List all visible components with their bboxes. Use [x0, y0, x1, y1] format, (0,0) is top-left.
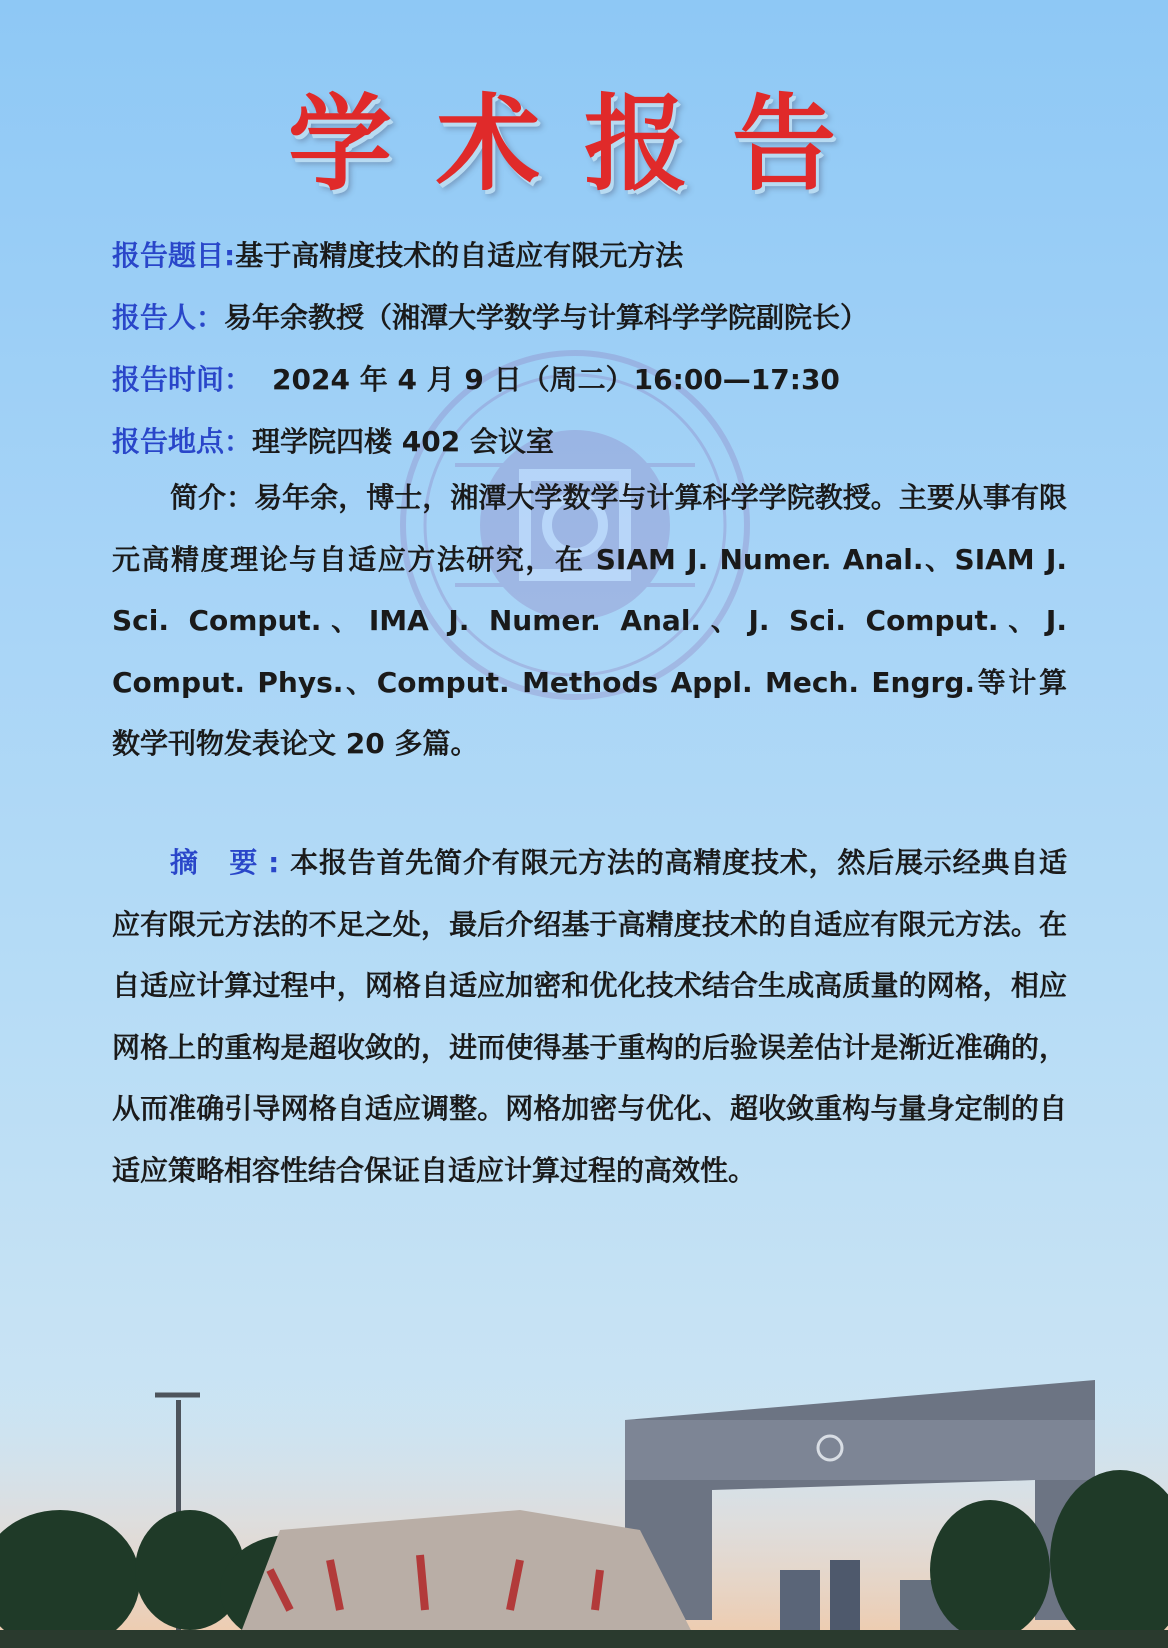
place-value: 理学院四楼 402 会议室: [252, 425, 554, 458]
abstract-text: 本报告首先简介有限元方法的高精度技术，然后展示经典自适应有限元方法的不足之处，最后介绍基于高精度技术的自适应有限元方法。在自适应计算过程中，网格自适应加密和优化技术结合生成高质量的网格，相应网格上的重构是超收敛的，进而使得基于重构的后验误差估计是渐近准确的，从而准确引导网格自适应调整。网格加密与优化、超收敛重构与量身定制的自适应策略相容性结合保证自适应计算过程的高效性。: [112, 846, 1067, 1187]
speaker-intro: 简介：易年余，博士，湘潭大学数学与计算科学学院教授。主要从事有限元高精度理论与自适应方法研究，在 SIAM J. Numer. Anal.、SIAM J. Sci. Comput.、IMA J. Numer. Anal.、J. Sci. Comput.、J. Comput. Phys.、Comput. Methods Appl. Mech. Engrg.等计算数学刊物发表论文 20 多篇。: [112, 481, 1067, 760]
place-label: 报告地点：: [112, 425, 253, 458]
time-label: 报告时间：: [112, 363, 253, 396]
speaker-value: 易年余教授（湘潭大学数学与计算科学学院副院长）: [224, 301, 869, 334]
topic-value: 基于高精度技术的自适应有限元方法: [235, 239, 684, 272]
abstract-label: 摘 要:: [170, 846, 290, 879]
place-row: [112, 411, 1072, 473]
report-info: [112, 225, 1072, 473]
topic-label: 报告题目:: [112, 239, 236, 272]
speaker-row: [112, 287, 1072, 349]
time-value: 2024 年 4 月 9 日（周二）16:00—17:30: [272, 363, 840, 396]
abstract-paragraph: [112, 832, 1067, 1201]
campus-gate-photo: [0, 1380, 1168, 1648]
topic-row: [112, 225, 1072, 287]
speaker-label: 报告人：: [112, 301, 225, 334]
poster-title: 学术报告: [287, 83, 880, 205]
time-row: [112, 349, 1072, 411]
